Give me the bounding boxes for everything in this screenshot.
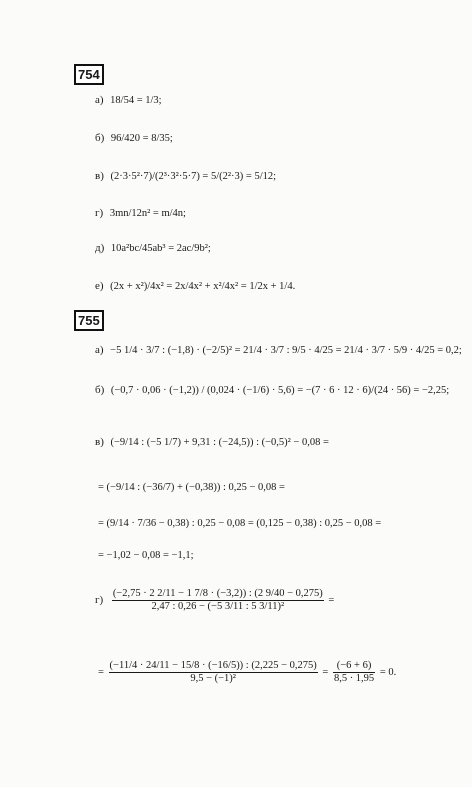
- item-expression: (−9/14 : (−5 1/7) + 9,31 : (−24,5)) : (−0,5)² − 0,08 =: [110, 437, 329, 448]
- item-label: г): [95, 207, 104, 219]
- item-label: д): [95, 242, 105, 254]
- problem-754-item-d: [95, 242, 211, 255]
- item-label: е): [95, 280, 104, 292]
- item-expression: (2x + x²)/4x² = 2x/4x² + x²/4x² = 1/2x + 1/4.: [110, 281, 296, 292]
- problem-755-item-b: [95, 384, 449, 397]
- problem-754-item-v: [95, 170, 276, 183]
- problem-755-number: 755: [74, 310, 104, 331]
- item-expression: = (−9/14 : (−36/7) + (−0,38)) : 0,25 − 0,08 =: [98, 482, 285, 493]
- fraction-numerator: (−6 + 6): [333, 660, 375, 673]
- item-expression: = −1,02 − 0,08 = −1,1;: [98, 550, 194, 561]
- problem-755-item-g: [95, 588, 334, 613]
- problem-755-item-g-line-2: [98, 660, 396, 685]
- equals-sign: =: [328, 594, 335, 606]
- problem-755-item-v-line-1: [95, 436, 329, 449]
- item-label: в): [95, 170, 104, 182]
- item-label: г): [95, 593, 104, 606]
- problem-755-item-a: [95, 344, 462, 357]
- item-label: а): [95, 344, 104, 356]
- problem-755-item-v-line-4: [98, 550, 194, 562]
- item-label: б): [95, 384, 105, 396]
- item-expression: (2·3·5²·7)/(2³·3²·5·7) = 5/(2²·3) = 5/12;: [110, 171, 277, 182]
- fraction: [109, 660, 318, 685]
- item-expression: 18/54 = 1/3;: [110, 95, 162, 106]
- problem-754-number: 754: [74, 64, 104, 85]
- problem-754-item-e: [95, 280, 295, 293]
- fraction: [333, 660, 375, 685]
- item-expression: (−0,7 · 0,06 · (−1,2)) / (0,024 · (−1/6) · 5,6) = −(7 · 6 · 12 · 6)/(24 · 56) = −2,25;: [110, 385, 450, 396]
- item-expression: −5 1/4 · 3/7 : (−1,8) · (−2/5)² = 21/4 · 3/7 : 9/5 · 4/25 = 21/4 · 3/7 · 5/9 · 4/25 = 0,2;: [110, 345, 462, 356]
- fraction-denominator: 8,5 · 1,95: [333, 673, 375, 684]
- problem-755-item-v-line-3: [98, 518, 381, 530]
- item-expression: 3mn/12n² = m/4n;: [109, 208, 186, 219]
- item-expression: 10a²bc/45ab³ = 2ac/9b²;: [110, 243, 211, 254]
- fraction-denominator: 9,5 − (−1)²: [190, 673, 236, 684]
- equals-sign: =: [322, 666, 329, 678]
- item-label: б): [95, 132, 105, 144]
- item-expression: = (9/14 · 7/36 − 0,38) : 0,25 − 0,08 = (0,125 − 0,38) : 0,25 − 0,08 =: [98, 518, 382, 529]
- fraction-numerator: (−2,75 · 2 2/11 − 1 7/8 · (−3,2)) : (2 9/40 − 0,275): [112, 588, 323, 599]
- fraction-denominator: 2,47 : 0,26 − (−5 3/11 : 5 3/11)²: [151, 601, 285, 612]
- problem-754-item-a: [95, 94, 162, 107]
- item-label: а): [95, 94, 104, 106]
- fraction-numerator: (−11/4 · 24/11 − 15/8 · (−16/5)) : (2,225 − 0,275): [109, 660, 317, 671]
- item-expression: 96/420 = 8/35;: [110, 133, 173, 144]
- problem-754-item-g: [95, 207, 186, 220]
- item-label: в): [95, 436, 104, 448]
- fraction: [112, 588, 324, 613]
- problem-754-item-b: [95, 132, 173, 145]
- equals-sign: =: [98, 666, 104, 678]
- result: = 0.: [379, 666, 397, 678]
- problem-755-item-v-line-2: [98, 482, 285, 494]
